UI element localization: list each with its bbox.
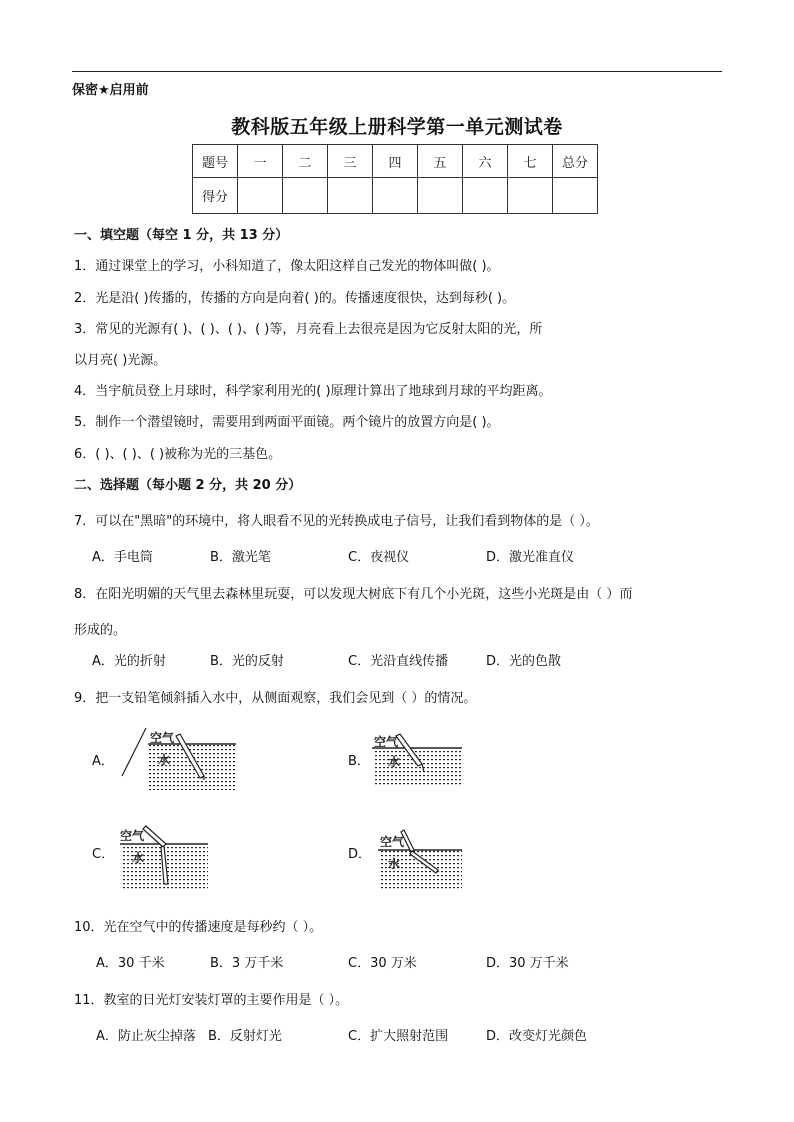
air-label: 空气 xyxy=(380,835,405,849)
question-8-line-2: 形成的。 xyxy=(74,623,127,638)
q9-figure-c[interactable] xyxy=(118,822,218,892)
question-1: 1．通过课堂上的学习，小科知道了，像太阳这样自己发光的物体叫做( )。 xyxy=(74,259,500,274)
section-2-heading: 二、选择题（每小题 2 分，共 20 分） xyxy=(74,478,302,493)
q11-option-a[interactable]: A．防止灰尘掉落 xyxy=(96,1029,196,1044)
score-entry[interactable] xyxy=(553,178,598,214)
score-cell: 四 xyxy=(373,145,418,178)
score-row-label: 得分 xyxy=(193,178,238,214)
section-1-heading: 一、填空题（每空 1 分，共 13 分） xyxy=(74,228,289,243)
q9-option-d[interactable]: D． xyxy=(348,847,372,862)
page-title: 教科版五年级上册科学第一单元测试卷 xyxy=(231,116,563,138)
score-cell: 一 xyxy=(238,145,283,178)
score-entry[interactable] xyxy=(238,178,283,214)
air-label: 空气 xyxy=(120,829,145,843)
score-cell: 五 xyxy=(418,145,463,178)
score-table-score-row xyxy=(193,178,598,214)
q11-option-d[interactable]: D．改变灯光颜色 xyxy=(486,1029,588,1044)
question-3-line-2: 以月亮( )光源。 xyxy=(74,353,167,368)
score-cell: 七 xyxy=(508,145,553,178)
q8-option-b[interactable]: B．光的反射 xyxy=(210,654,284,669)
q10-option-a[interactable]: A．30 千米 xyxy=(96,956,165,971)
q9-option-a[interactable]: A． xyxy=(92,754,114,769)
score-entry[interactable] xyxy=(418,178,463,214)
score-cell: 六 xyxy=(463,145,508,178)
score-entry[interactable] xyxy=(328,178,373,214)
score-cell: 二 xyxy=(283,145,328,178)
question-11: 11．教室的日光灯安装灯罩的主要作用是（ ）。 xyxy=(74,993,349,1008)
air-label: 空气 xyxy=(150,731,175,745)
q10-option-b[interactable]: B．3 万千米 xyxy=(210,956,284,971)
score-cell: 题号 xyxy=(193,145,238,178)
question-7: 7．可以在"黑暗"的环境中，将人眼看不见的光转换成电子信号，让我们看到物体的是（ ）。 xyxy=(74,514,599,529)
score-entry[interactable] xyxy=(373,178,418,214)
score-entry[interactable] xyxy=(283,178,328,214)
q7-option-a[interactable]: A．手电筒 xyxy=(92,550,153,565)
q9-figure-b[interactable] xyxy=(370,726,470,788)
score-entry[interactable] xyxy=(508,178,553,214)
question-8-line-1: 8．在阳光明媚的天气里去森林里玩耍，可以发现大树底下有几个小光斑，这些小光斑是由（ ）而 xyxy=(74,587,633,602)
air-label: 空气 xyxy=(374,735,399,749)
score-table xyxy=(192,144,598,214)
question-4: 4．当宇航员登上月球时，科学家利用光的( )原理计算出了地球到月球的平均距离。 xyxy=(74,384,552,399)
score-cell: 总分 xyxy=(553,145,598,178)
score-table-header-row xyxy=(193,145,598,178)
q9-option-b[interactable]: B． xyxy=(348,754,370,769)
question-5: 5．制作一个潜望镜时，需要用到两面平面镜。两个镜片的放置方向是( )。 xyxy=(74,415,500,430)
score-entry[interactable] xyxy=(463,178,508,214)
q8-option-c[interactable]: C．光沿直线传播 xyxy=(348,654,449,669)
question-10: 10．光在空气中的传播速度是每秒约（ ）。 xyxy=(74,920,323,935)
water-label: 水 xyxy=(132,851,145,865)
q9-option-c[interactable]: C． xyxy=(92,847,115,862)
q9-figure-a[interactable] xyxy=(120,724,240,794)
header-rule xyxy=(72,71,722,72)
q8-option-d[interactable]: D．光的色散 xyxy=(486,654,562,669)
water-label: 水 xyxy=(158,753,171,767)
q11-option-b[interactable]: B．反射灯光 xyxy=(208,1029,282,1044)
question-6: 6．( )、( )、( )被称为光的三基色。 xyxy=(74,447,282,462)
secret-label: 保密★启用前 xyxy=(72,83,149,98)
q7-option-c[interactable]: C．夜视仪 xyxy=(348,550,410,565)
question-3-line-1: 3．常见的光源有( )、( )、( )、( )等，月亮看上去很亮是因为它反射太阳的光，所 xyxy=(74,322,543,337)
water-label: 水 xyxy=(388,755,401,769)
q10-option-d[interactable]: D．30 万千米 xyxy=(486,956,569,971)
q10-option-c[interactable]: C．30 万米 xyxy=(348,956,417,971)
q7-option-d[interactable]: D．激光准直仪 xyxy=(486,550,575,565)
score-cell: 三 xyxy=(328,145,373,178)
water-label: 水 xyxy=(388,857,401,871)
q11-option-c[interactable]: C．扩大照射范围 xyxy=(348,1029,449,1044)
q8-option-a[interactable]: A．光的折射 xyxy=(92,654,166,669)
q9-figure-d[interactable] xyxy=(376,826,466,892)
question-9: 9．把一支铅笔倾斜插入水中，从侧面观察，我们会见到（ ）的情况。 xyxy=(74,691,477,706)
q7-option-b[interactable]: B．激光笔 xyxy=(210,550,271,565)
question-2: 2．光是沿( )传播的，传播的方向是向着( )的。传播速度很快，达到每秒( )。 xyxy=(74,291,516,306)
